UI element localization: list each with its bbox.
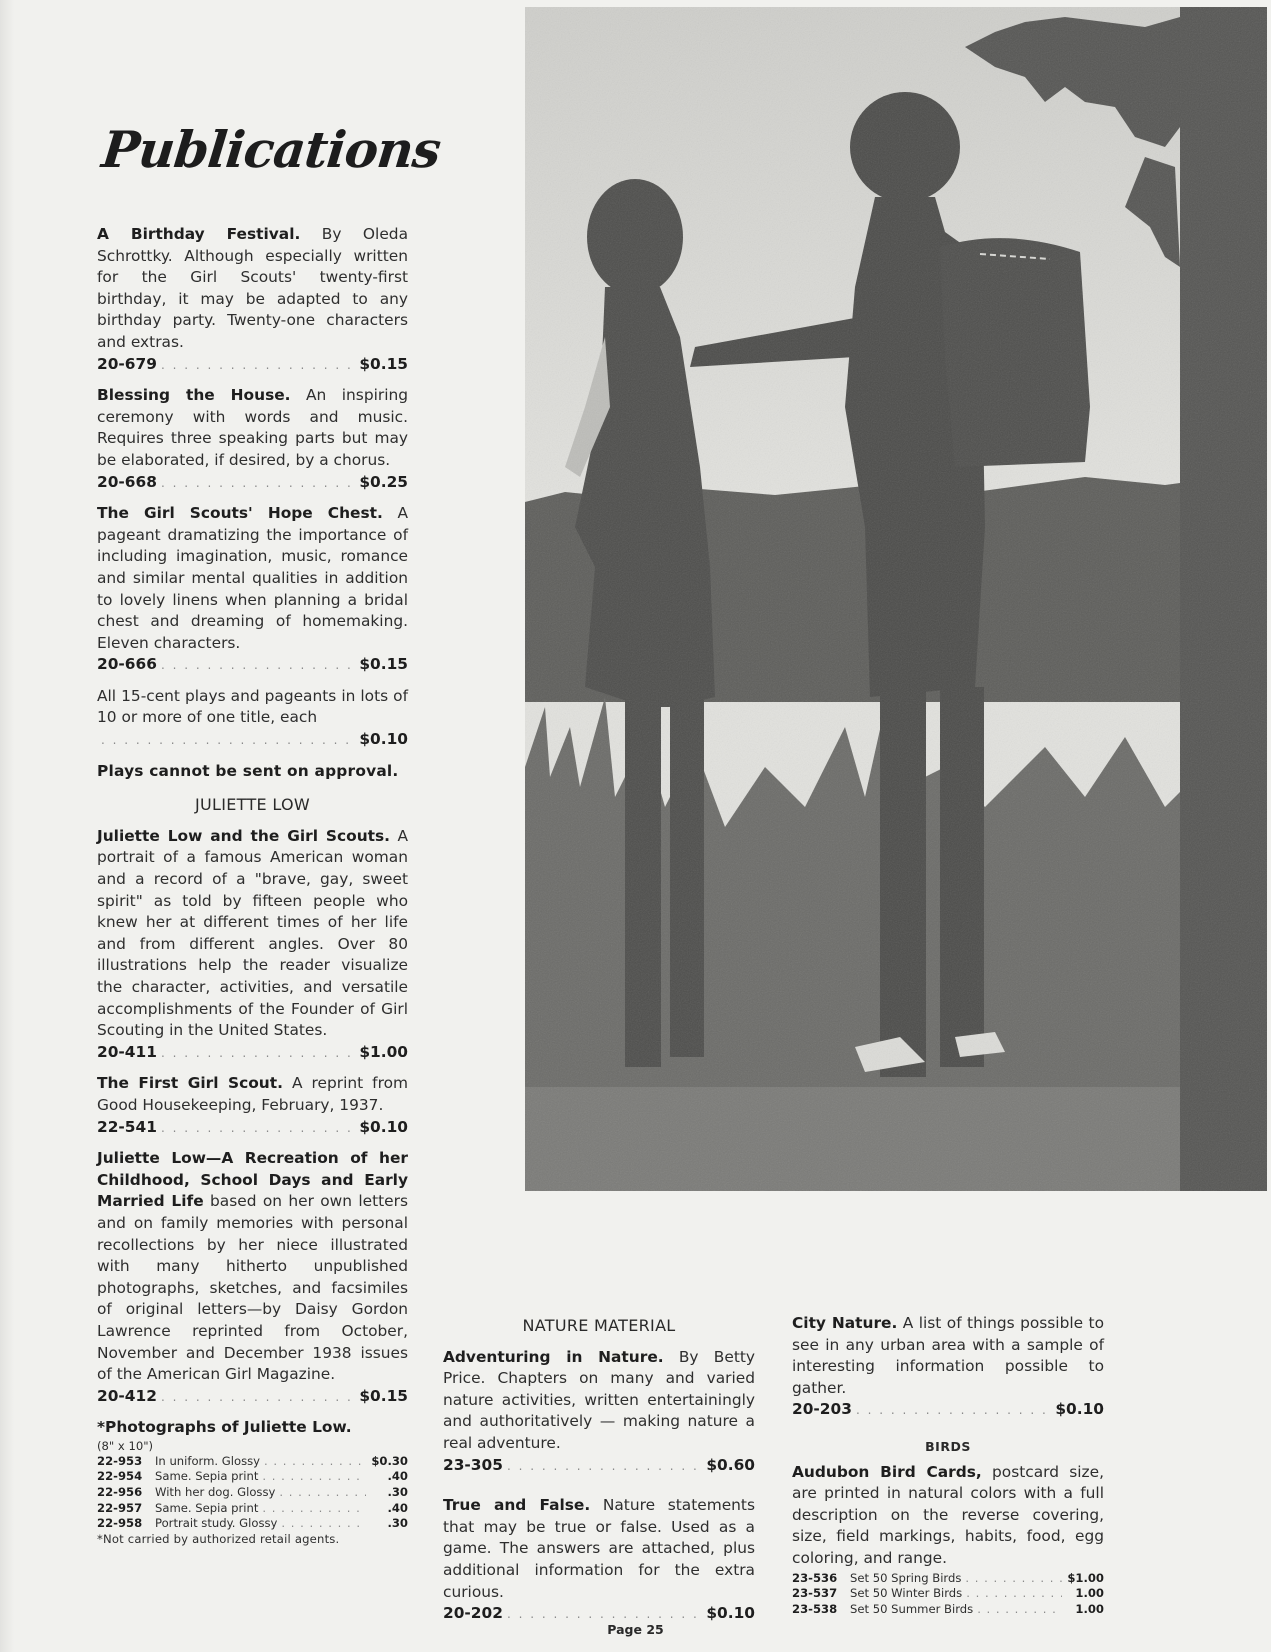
- publication-entry: [792, 1313, 1104, 1422]
- leader-dots: [161, 1043, 355, 1065]
- page-number: Page 25: [607, 1622, 664, 1637]
- item-price: $0.15: [359, 354, 408, 373]
- item-code: 20-412: [97, 1386, 157, 1405]
- item-price: $0.10: [359, 1117, 408, 1136]
- entry-title: Audubon Bird Cards,: [792, 1462, 982, 1481]
- price-line: [443, 1455, 755, 1478]
- item-code: 22-958: [97, 1516, 143, 1531]
- leader-dots: [161, 655, 355, 677]
- entry-description: A pageant dramatizing the importance of including imagination, music, romance and similar mental qualities in addition to lovely linens when planning a bridal chest and dreaming of homemaking. Eleven characters.: [97, 504, 408, 652]
- publication-entry: [443, 1495, 755, 1626]
- entry-description: based on her own letters and on family memories with personal recollections by her niece illustrated with many hitherto unpublished photographs, sketches, and facsimiles of original letters—by Daisy Gordon Lawrence reprinted from October, November and December 1938 issues of the American Girl Magazine.: [97, 1192, 409, 1384]
- price-line: [97, 1386, 408, 1409]
- leader-dots: [965, 1571, 1062, 1587]
- publication-entry: [97, 826, 408, 1065]
- leader-dots: [281, 1516, 366, 1532]
- entry-title: Juliette Low—A Recreation of her Childhood, School Days and Early Married Life: [97, 1149, 408, 1211]
- item-code: 22-957: [97, 1500, 143, 1515]
- item-price: $1.00: [359, 1042, 408, 1061]
- bird-cards-entry: [792, 1462, 1104, 1618]
- entry-title: Adventuring in Nature.: [443, 1347, 664, 1366]
- footnote: *Not carried by authorized retail agents.: [97, 1531, 340, 1546]
- bulk-note-text: All 15-cent plays and pageants in lots of 10 or more of one title, each: [97, 686, 408, 727]
- entry-title: *Photographs of Juliette Low.: [97, 1418, 352, 1437]
- entry-description: An inspiring ceremony with words and music. Requires three speaking parts but may be elaborated, if desired, by a chorus.: [97, 386, 409, 469]
- item-code: 22-954: [97, 1469, 143, 1484]
- item-price: $0.25: [359, 472, 408, 491]
- item-price: 1.00: [1075, 1586, 1104, 1601]
- entry-title: The First Girl Scout.: [97, 1074, 283, 1093]
- middle-column: [443, 1315, 755, 1635]
- entry-title: True and False.: [443, 1496, 591, 1515]
- item-code: 20-666: [97, 655, 157, 674]
- item-code: 23-536: [792, 1570, 838, 1585]
- entry-description: Nature statements that may be true or false. Used as a game. The answers are attached, plus additional information for the extra curious.: [443, 1496, 755, 1601]
- photo-grain: [525, 7, 1267, 1191]
- bulk-pricing-note: [97, 686, 408, 752]
- publication-entry: [97, 1148, 408, 1408]
- item-description: Set 50 Summer Birds: [850, 1601, 974, 1616]
- item-code: 20-668: [97, 472, 157, 491]
- price-line: [97, 472, 408, 495]
- section-heading-birds: BIRDS: [925, 1438, 971, 1454]
- table-row: [792, 1571, 1104, 1587]
- price-line: [97, 729, 408, 752]
- table-row: [792, 1602, 1104, 1618]
- table-row: [97, 1454, 408, 1470]
- item-price: $0.15: [359, 655, 408, 674]
- price-line: [97, 1117, 408, 1140]
- silhouette-photograph: [525, 7, 1267, 1191]
- right-column: [792, 1313, 1104, 1626]
- photo-size: (8" x 10"): [97, 1438, 154, 1453]
- item-description: Set 50 Spring Birds: [850, 1570, 962, 1585]
- photo-price-table: [97, 1454, 408, 1532]
- table-row: [97, 1485, 408, 1501]
- entry-description: postcard size, are printed in natural colors with a full description on the reverse covering, size, field markings, habits, food, egg coloring, and range.: [792, 1462, 1104, 1567]
- publication-entry: [97, 503, 408, 677]
- item-price: .30: [387, 1485, 408, 1500]
- item-price: $0.10: [706, 1604, 755, 1623]
- leader-dots: [966, 1586, 1062, 1602]
- leader-dots: [161, 1387, 355, 1409]
- entry-description: A reprint from Good Housekeeping, February, 1937.: [97, 1074, 408, 1114]
- bird-price-table: [792, 1571, 1104, 1618]
- item-price: .40: [387, 1469, 408, 1484]
- leader-dots: [161, 473, 355, 495]
- item-code: 22-541: [97, 1117, 157, 1136]
- leader-dots: [161, 355, 355, 377]
- item-code: 20-679: [97, 354, 157, 373]
- entry-title: The Girl Scouts' Hope Chest.: [97, 504, 383, 523]
- leader-dots: [279, 1485, 366, 1501]
- publication-entry: [97, 1073, 408, 1139]
- approval-note: Plays cannot be sent on approval.: [97, 761, 399, 780]
- photographs-entry: [97, 1417, 408, 1547]
- item-description: Set 50 Winter Birds: [850, 1586, 963, 1601]
- item-code: 23-305: [443, 1455, 503, 1474]
- item-price: .30: [387, 1516, 408, 1531]
- item-description: Same. Sepia print: [155, 1469, 259, 1484]
- item-price: $0.30: [371, 1453, 408, 1468]
- left-column: [97, 120, 443, 1547]
- leader-dots: [977, 1602, 1062, 1618]
- item-price: $1.00: [1067, 1570, 1104, 1585]
- leader-dots: [101, 730, 355, 752]
- entry-description: By Oleda Schrottky. Although especially written for the Girl Scouts' twenty-first birthday, it may be adapted to any birthday party. Twenty-one characters and extras.: [97, 225, 408, 351]
- photo-illustration: [525, 7, 1267, 1191]
- price-line: [97, 354, 408, 377]
- leader-dots: [264, 1454, 366, 1470]
- price-line: [792, 1399, 1104, 1422]
- leader-dots: [262, 1501, 366, 1517]
- publication-entry: [97, 224, 408, 376]
- item-code: 22-956: [97, 1485, 143, 1500]
- entry-description: By Betty Price. Chapters on many and varied nature activities, written entertainingly and authoritatively — making nature a real adventure.: [443, 1347, 755, 1452]
- item-description: In uniform. Glossy: [155, 1453, 261, 1468]
- item-code: 20-203: [792, 1400, 852, 1419]
- price-line: [97, 654, 408, 677]
- price-line: [97, 1042, 408, 1065]
- leader-dots: [161, 1118, 355, 1140]
- item-price: $0.10: [1055, 1400, 1104, 1419]
- item-price: $0.10: [359, 730, 408, 749]
- item-price: $0.60: [706, 1455, 755, 1474]
- table-row: [97, 1469, 408, 1485]
- item-code: 22-953: [97, 1453, 143, 1468]
- leader-dots: [856, 1400, 1051, 1422]
- item-description: With her dog. Glossy: [155, 1485, 276, 1500]
- entry-title: City Nature.: [792, 1314, 898, 1332]
- entry-title: Blessing the House.: [97, 386, 291, 405]
- item-code: 23-538: [792, 1601, 838, 1616]
- leader-dots: [507, 1456, 702, 1478]
- entry-description: A list of things possible to see in any urban area with a sample of interesting information possible to gather.: [792, 1314, 1104, 1397]
- entry-title: Juliette Low and the Girl Scouts.: [97, 826, 391, 845]
- item-code: 20-202: [443, 1604, 503, 1623]
- table-row: [97, 1516, 408, 1532]
- entry-title: A Birthday Festival.: [97, 225, 301, 243]
- page-edge-shadow: [0, 0, 14, 1652]
- publication-entry: [443, 1347, 755, 1478]
- section-heading-nature-material: NATURE MATERIAL: [522, 1316, 676, 1335]
- table-row: [792, 1586, 1104, 1602]
- section-heading-juliette-low: JULIETTE LOW: [195, 795, 310, 815]
- item-description: Portrait study. Glossy: [155, 1516, 278, 1531]
- page-title: Publications: [99, 120, 443, 179]
- item-description: Same. Sepia print: [155, 1500, 259, 1515]
- item-price: $0.15: [359, 1386, 408, 1405]
- table-row: [97, 1501, 408, 1517]
- item-code: 20-411: [97, 1042, 157, 1061]
- leader-dots: [262, 1469, 366, 1485]
- item-price: 1.00: [1075, 1601, 1104, 1616]
- item-price: .40: [387, 1500, 408, 1515]
- entry-description: A portrait of a famous American woman and a record of a "brave, gay, sweet spirit" as told by fifteen people who knew her at different times of her life and from different angles. Over 80 illustrations help the reader visualize the character, activities, and versatile accomplishments of the Founder of Girl Scouting in the United States.: [97, 826, 408, 1040]
- publication-entry: [97, 385, 408, 494]
- item-code: 23-537: [792, 1586, 838, 1601]
